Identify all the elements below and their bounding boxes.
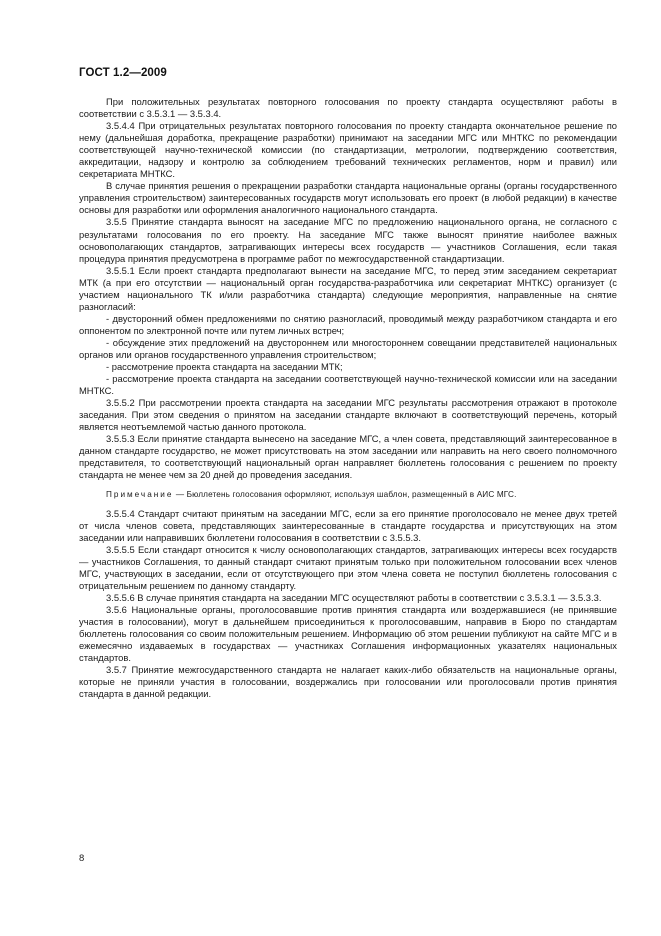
- paragraph: При положительных результатах повторного голосования по проекту стандарта осуществляют работы в соответствии с 3.5.3.1 — 3.5.3.4.: [79, 96, 617, 120]
- document-body: [79, 96, 617, 700]
- list-item: - двусторонний обмен предложениями по снятию разногласий, проводимый между разработчиком стандарта и его оппонентом по электронной почте или путем личных встреч;: [79, 312, 617, 336]
- paragraph: В случае принятия решения о прекращении разработки стандарта национальные органы (органы государственного управления строительством) заинтересованных государств могут использовать его проект (в любой редакции) в качестве основы для разработки или оформления аналогичного национального стандарта.: [79, 180, 617, 216]
- list-item: - рассмотрение проекта стандарта на заседании МТК;: [106, 361, 343, 373]
- note: [79, 489, 617, 501]
- list-item: - обсуждение этих предложений на двустороннем или многостороннем совещании представителей национальных органов или органов государственного управления строительством;: [79, 336, 617, 360]
- note-lead: Примечание: [106, 489, 174, 499]
- list-item: - рассмотрение проекта стандарта на заседании соответствующей научно-технической комиссии или на заседании МНТКС.: [79, 373, 617, 397]
- paragraph: 3.5.5.1 Если проект стандарта предполагают вынести на заседание МГС, то перед этим заседанием секретариат МТК (а при его отсутствии — национальный орган государства-разработчика или секретариат МНТКС) организует (с участием национального ТК и/или разработчика стандарта) следующие мероприятия, направленные на снятие разногласий:: [79, 264, 617, 312]
- paragraph: 3.5.4.4 При отрицательных результатах повторного голосования по проекту стандарта окончательное решение по нему (дальнейшая доработка, прекращение разработки) принимают на заседании МГС или МНТКС по рекомендации соответствующей научно-технической комиссии (по стандартизации, метрологии, подтверждению соответствия, аккредитации, надзору и контролю за соблюдением требований технических регламентов, норм и правил) или секретариата МНТКС.: [79, 120, 617, 180]
- paragraph: 3.5.5.2 При рассмотрении проекта стандарта на заседании МГС результаты рассмотрения отражают в протоколе заседания. При этом сведения о принятом на заседании стандарте включают в соответствующий перечень, который является неотъемлемой частью данного протокола.: [79, 397, 617, 433]
- paragraph: 3.5.6 Национальные органы, проголосовавшие против принятия стандарта или воздержавшиеся (не принявшие участия в голосовании), могут в дальнейшем присоединиться к проголосовавшим, направив в Бюро по стандартам бюллетень голосования со своим положительным решением. Информацию об этом решении публикуют на сайте МГС и в ежемесячно издаваемых в государствах — участниках Соглашения информационных указателях национальных стандартов.: [79, 603, 617, 664]
- paragraph: 3.5.5 Принятие стандарта выносят на заседание МГС по предложению национального органа, не согласного с результатами голосования по его проекту. На заседание МГС также выносят принятие наиболее важных основополагающих стандартов, затрагивающих интересы всех государств — участников Соглашения, если такая процедура принятия предусмотрена в программе работ по межгосударственной стандартизации.: [79, 216, 617, 264]
- paragraph: 3.5.5.6 В случае принятия стандарта на заседании МГС осуществляют работы в соответствии с 3.5.3.1 — 3.5.3.3.: [106, 591, 602, 603]
- page-header: ГОСТ 1.2—2009: [79, 67, 167, 79]
- paragraph: 3.5.5.3 Если принятие стандарта вынесено на заседание МГС, а член совета, представляющий заинтересованное в данном стандарте государство, не может присутствовать на этом заседании или направить на него своего полномочного представителя, то соответствующий национальный орган направляет бюллетень голосования с решением по проекту стандарта не менее чем за 20 дней до проведения заседания.: [79, 433, 617, 481]
- paragraph: 3.5.7 Принятие межгосударственного стандарта не налагает каких-либо обязательств на национальные органы, которые не приняли участия в голосовании, воздержались при голосовании или проголосовали против принятия стандарта в данной редакции.: [79, 664, 617, 700]
- page-number: 8: [79, 853, 85, 864]
- paragraph: 3.5.5.4 Стандарт считают принятым на заседании МГС, если за его принятие проголосовало не менее двух третей от числа членов совета, представляющих заинтересованные в стандарте государства и присутствующих на этом заседании или направивших бюллетени голосования в соответствии с 3.5.5.3.: [79, 507, 617, 543]
- paragraph: 3.5.5.5 Если стандарт относится к числу основополагающих стандартов, затрагивающих интересы всех государств — участников Соглашения, то данный стандарт считают принятым только при положительном голосовании всех членов МГС, участвующих в заседании, если от отсутствующего при этом члена совета не поступил бюллетень голосования с отрицательным решением по данному стандарту.: [79, 543, 617, 591]
- note-text: — Бюллетень голосования оформляют, используя шаблон, размещенный в АИС МГС.: [173, 489, 517, 499]
